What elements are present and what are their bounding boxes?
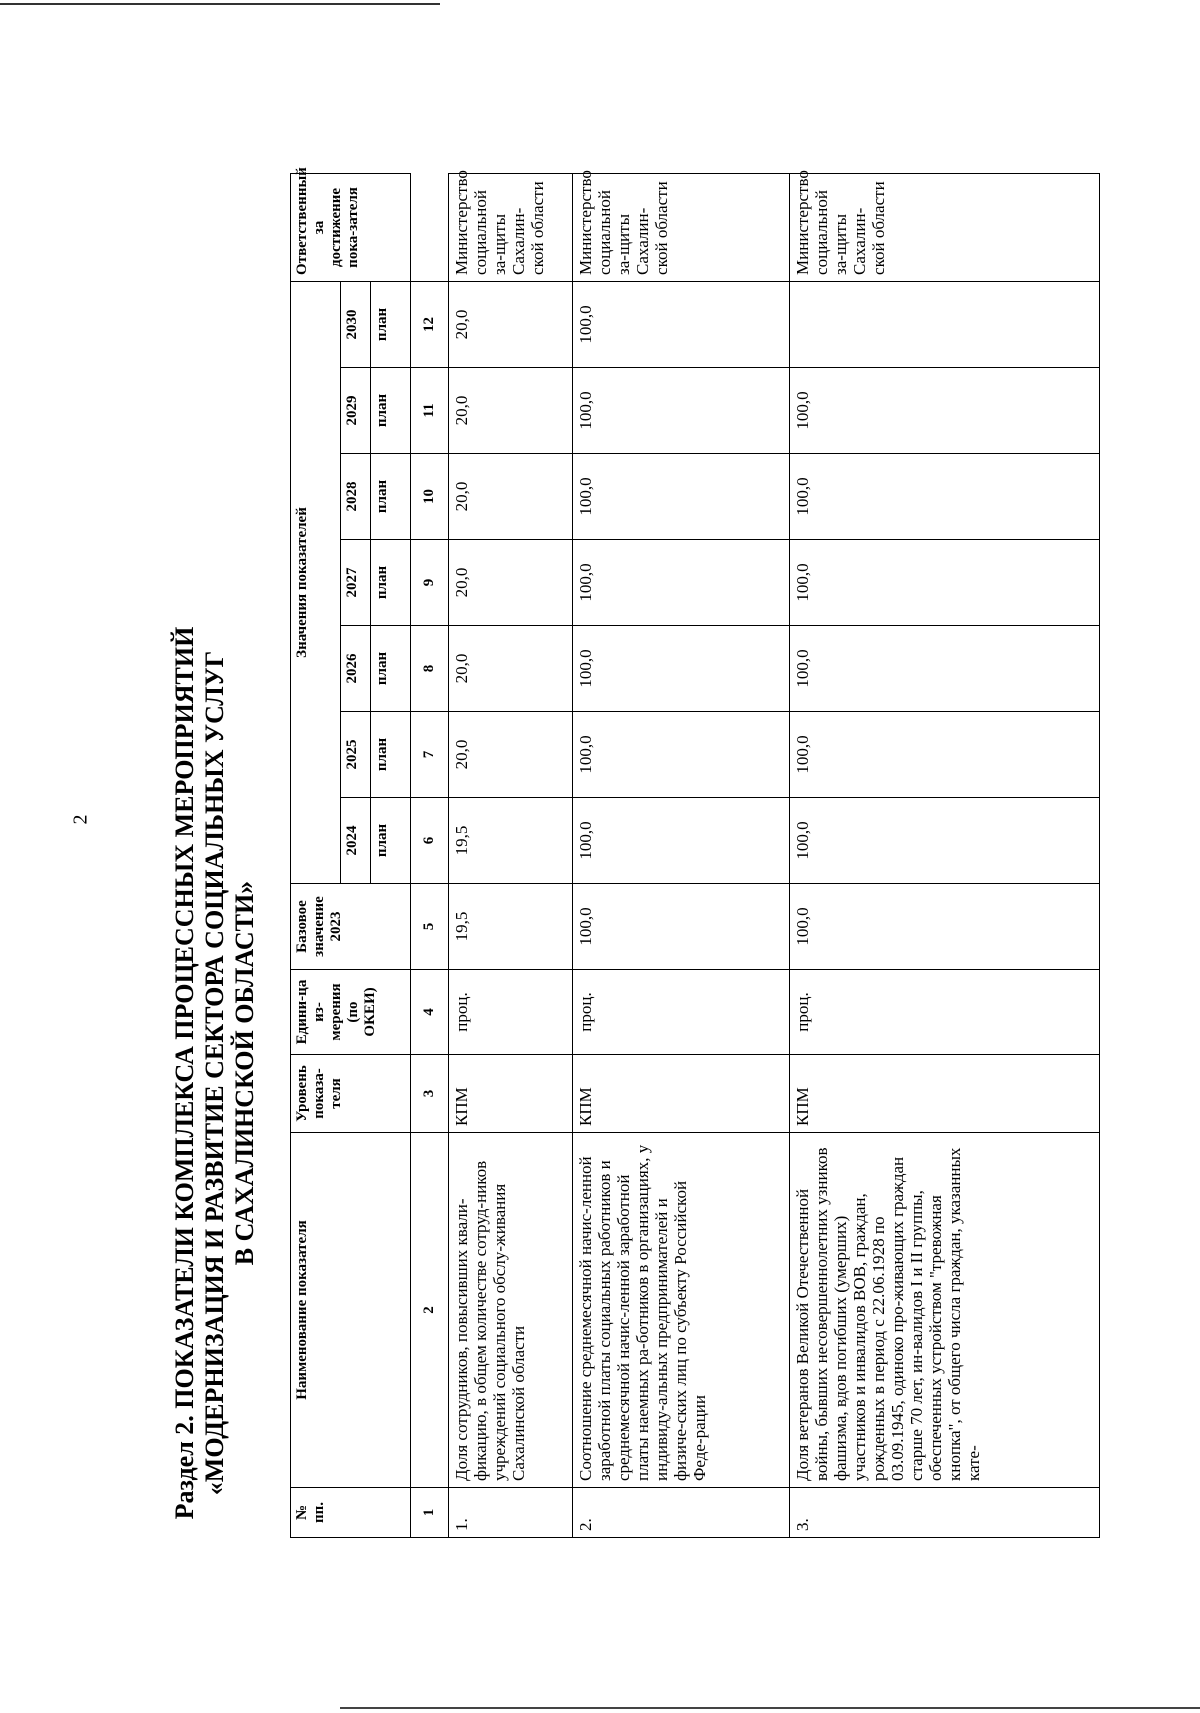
row-num: 3. bbox=[790, 1488, 1100, 1538]
row-value: 100,0 bbox=[790, 540, 1100, 626]
row-value: 20,0 bbox=[449, 368, 573, 454]
header-year: 2030 bbox=[341, 281, 371, 367]
title-line-2: «МОДЕРНИЗАЦИЯ И РАЗВИТИЕ СЕКТОРА СОЦИАЛЬНЫХ УСЛУГ bbox=[200, 650, 229, 1496]
row-base: 19,5 bbox=[449, 884, 573, 970]
row-value: 100,0 bbox=[572, 626, 790, 712]
header-base: Базовое значение 2023 bbox=[291, 884, 411, 970]
row-base: 100,0 bbox=[790, 884, 1100, 970]
row-value: 100,0 bbox=[572, 540, 790, 626]
row-value: 20,0 bbox=[449, 626, 573, 712]
row-value: 100,0 bbox=[572, 798, 790, 884]
table-row bbox=[572, 173, 790, 1537]
title-line-1: Раздел 2. ПОКАЗАТЕЛИ КОМПЛЕКСА ПРОЦЕССНЫХ МЕРОПРИЯТИЙ bbox=[170, 626, 199, 1520]
row-name: Доля ветеранов Великой Отечественной войны, бывших несовершеннолетних узников фашизма, вдов погибших (умерших) участников и инвалидов ВОВ, граждан, рожденных в период с 22.06.1928 по 03.09.1945, одиноко про-живающих граждан старше 70 лет, ин-валидов I и II группы, обеспеченных устройством "тревожная кнопка", от общего числа граждан, указанных кате- bbox=[790, 1133, 1100, 1488]
header-year: 2026 bbox=[341, 626, 371, 712]
row-responsible: Министерство социальной за-щиты Сахалин-ской области bbox=[572, 173, 790, 281]
column-number: 5 bbox=[411, 884, 449, 970]
row-level: КПМ bbox=[790, 1055, 1100, 1133]
header-plan: план bbox=[371, 712, 411, 798]
row-value: 20,0 bbox=[449, 712, 573, 798]
row-value: 100,0 bbox=[790, 454, 1100, 540]
row-level: КПМ bbox=[449, 1055, 573, 1133]
header-year: 2024 bbox=[341, 798, 371, 884]
row-value: 100,0 bbox=[572, 712, 790, 798]
header-num: № пп. bbox=[291, 1488, 411, 1538]
column-number: 11 bbox=[411, 368, 449, 454]
column-number: 2 bbox=[411, 1133, 449, 1488]
row-name: Доля сотрудников, повысивших квали-фикацию, в общем количестве сотруд-ников учреждений социального обслу-живания Сахалинской области bbox=[449, 1133, 573, 1488]
column-number: 10 bbox=[411, 454, 449, 540]
header-plan: план bbox=[371, 626, 411, 712]
row-name: Соотношение среднемесячной начис-ленной заработной платы социальных работников и среднемесячной начис-ленной заработной платы наемных ра-ботников в организациях, у индивиду-альных предпринимателей и физиче-ских лиц по субъекту Российской Феде-рации bbox=[572, 1133, 790, 1488]
row-value: 100,0 bbox=[790, 368, 1100, 454]
row-value: 100,0 bbox=[790, 798, 1100, 884]
column-number: 12 bbox=[411, 281, 449, 367]
row-value: 100,0 bbox=[790, 626, 1100, 712]
header-year: 2027 bbox=[341, 540, 371, 626]
table-row bbox=[449, 173, 573, 1537]
header-plan: план bbox=[371, 281, 411, 367]
row-unit: проц. bbox=[449, 970, 573, 1055]
page-number: 2 bbox=[69, 814, 92, 825]
row-base: 100,0 bbox=[572, 884, 790, 970]
column-number: 8 bbox=[411, 626, 449, 712]
header-plan: план bbox=[371, 368, 411, 454]
title-line-3: В САХАЛИНСКОЙ ОБЛАСТИ» bbox=[230, 880, 259, 1266]
row-unit: проц. bbox=[572, 970, 790, 1055]
row-unit: проц. bbox=[790, 970, 1100, 1055]
column-number: 4 bbox=[411, 970, 449, 1055]
row-value: 20,0 bbox=[449, 281, 573, 367]
header-values-group: Значения показателей bbox=[291, 281, 341, 883]
header-plan: план bbox=[371, 454, 411, 540]
header-plan: план bbox=[371, 798, 411, 884]
row-value: 19,5 bbox=[449, 798, 573, 884]
section-title bbox=[170, 553, 260, 1593]
column-number: 6 bbox=[411, 798, 449, 884]
row-num: 2. bbox=[572, 1488, 790, 1538]
header-responsible: Ответственный за достижение пока-зателя bbox=[291, 173, 411, 281]
column-number: 9 bbox=[411, 540, 449, 626]
header-level: Уровень показа-теля bbox=[291, 1055, 411, 1133]
header-name: Наименование показателя bbox=[291, 1133, 411, 1488]
row-value bbox=[790, 281, 1100, 367]
row-value: 20,0 bbox=[449, 454, 573, 540]
header-year: 2025 bbox=[341, 712, 371, 798]
row-value: 100,0 bbox=[572, 454, 790, 540]
row-value: 100,0 bbox=[572, 368, 790, 454]
header-year: 2028 bbox=[341, 454, 371, 540]
indicators-table bbox=[290, 167, 1100, 1538]
column-number: 3 bbox=[411, 1055, 449, 1133]
row-value: 100,0 bbox=[790, 712, 1100, 798]
row-value: 100,0 bbox=[572, 281, 790, 367]
column-number: 7 bbox=[411, 712, 449, 798]
header-year: 2029 bbox=[341, 368, 371, 454]
row-level: КПМ bbox=[572, 1055, 790, 1133]
row-responsible: Министерство социальной за-щиты Сахалин-ской области bbox=[790, 173, 1100, 281]
table-row bbox=[790, 173, 1100, 1537]
row-value: 20,0 bbox=[449, 540, 573, 626]
row-num: 1. bbox=[449, 1488, 573, 1538]
header-plan: план bbox=[371, 540, 411, 626]
column-number: 1 bbox=[411, 1488, 449, 1538]
row-responsible: Министерство социальной за-щиты Сахалин-ской области bbox=[449, 173, 573, 281]
header-unit: Едини-ца из-мерения (по ОКЕИ) bbox=[291, 970, 411, 1055]
